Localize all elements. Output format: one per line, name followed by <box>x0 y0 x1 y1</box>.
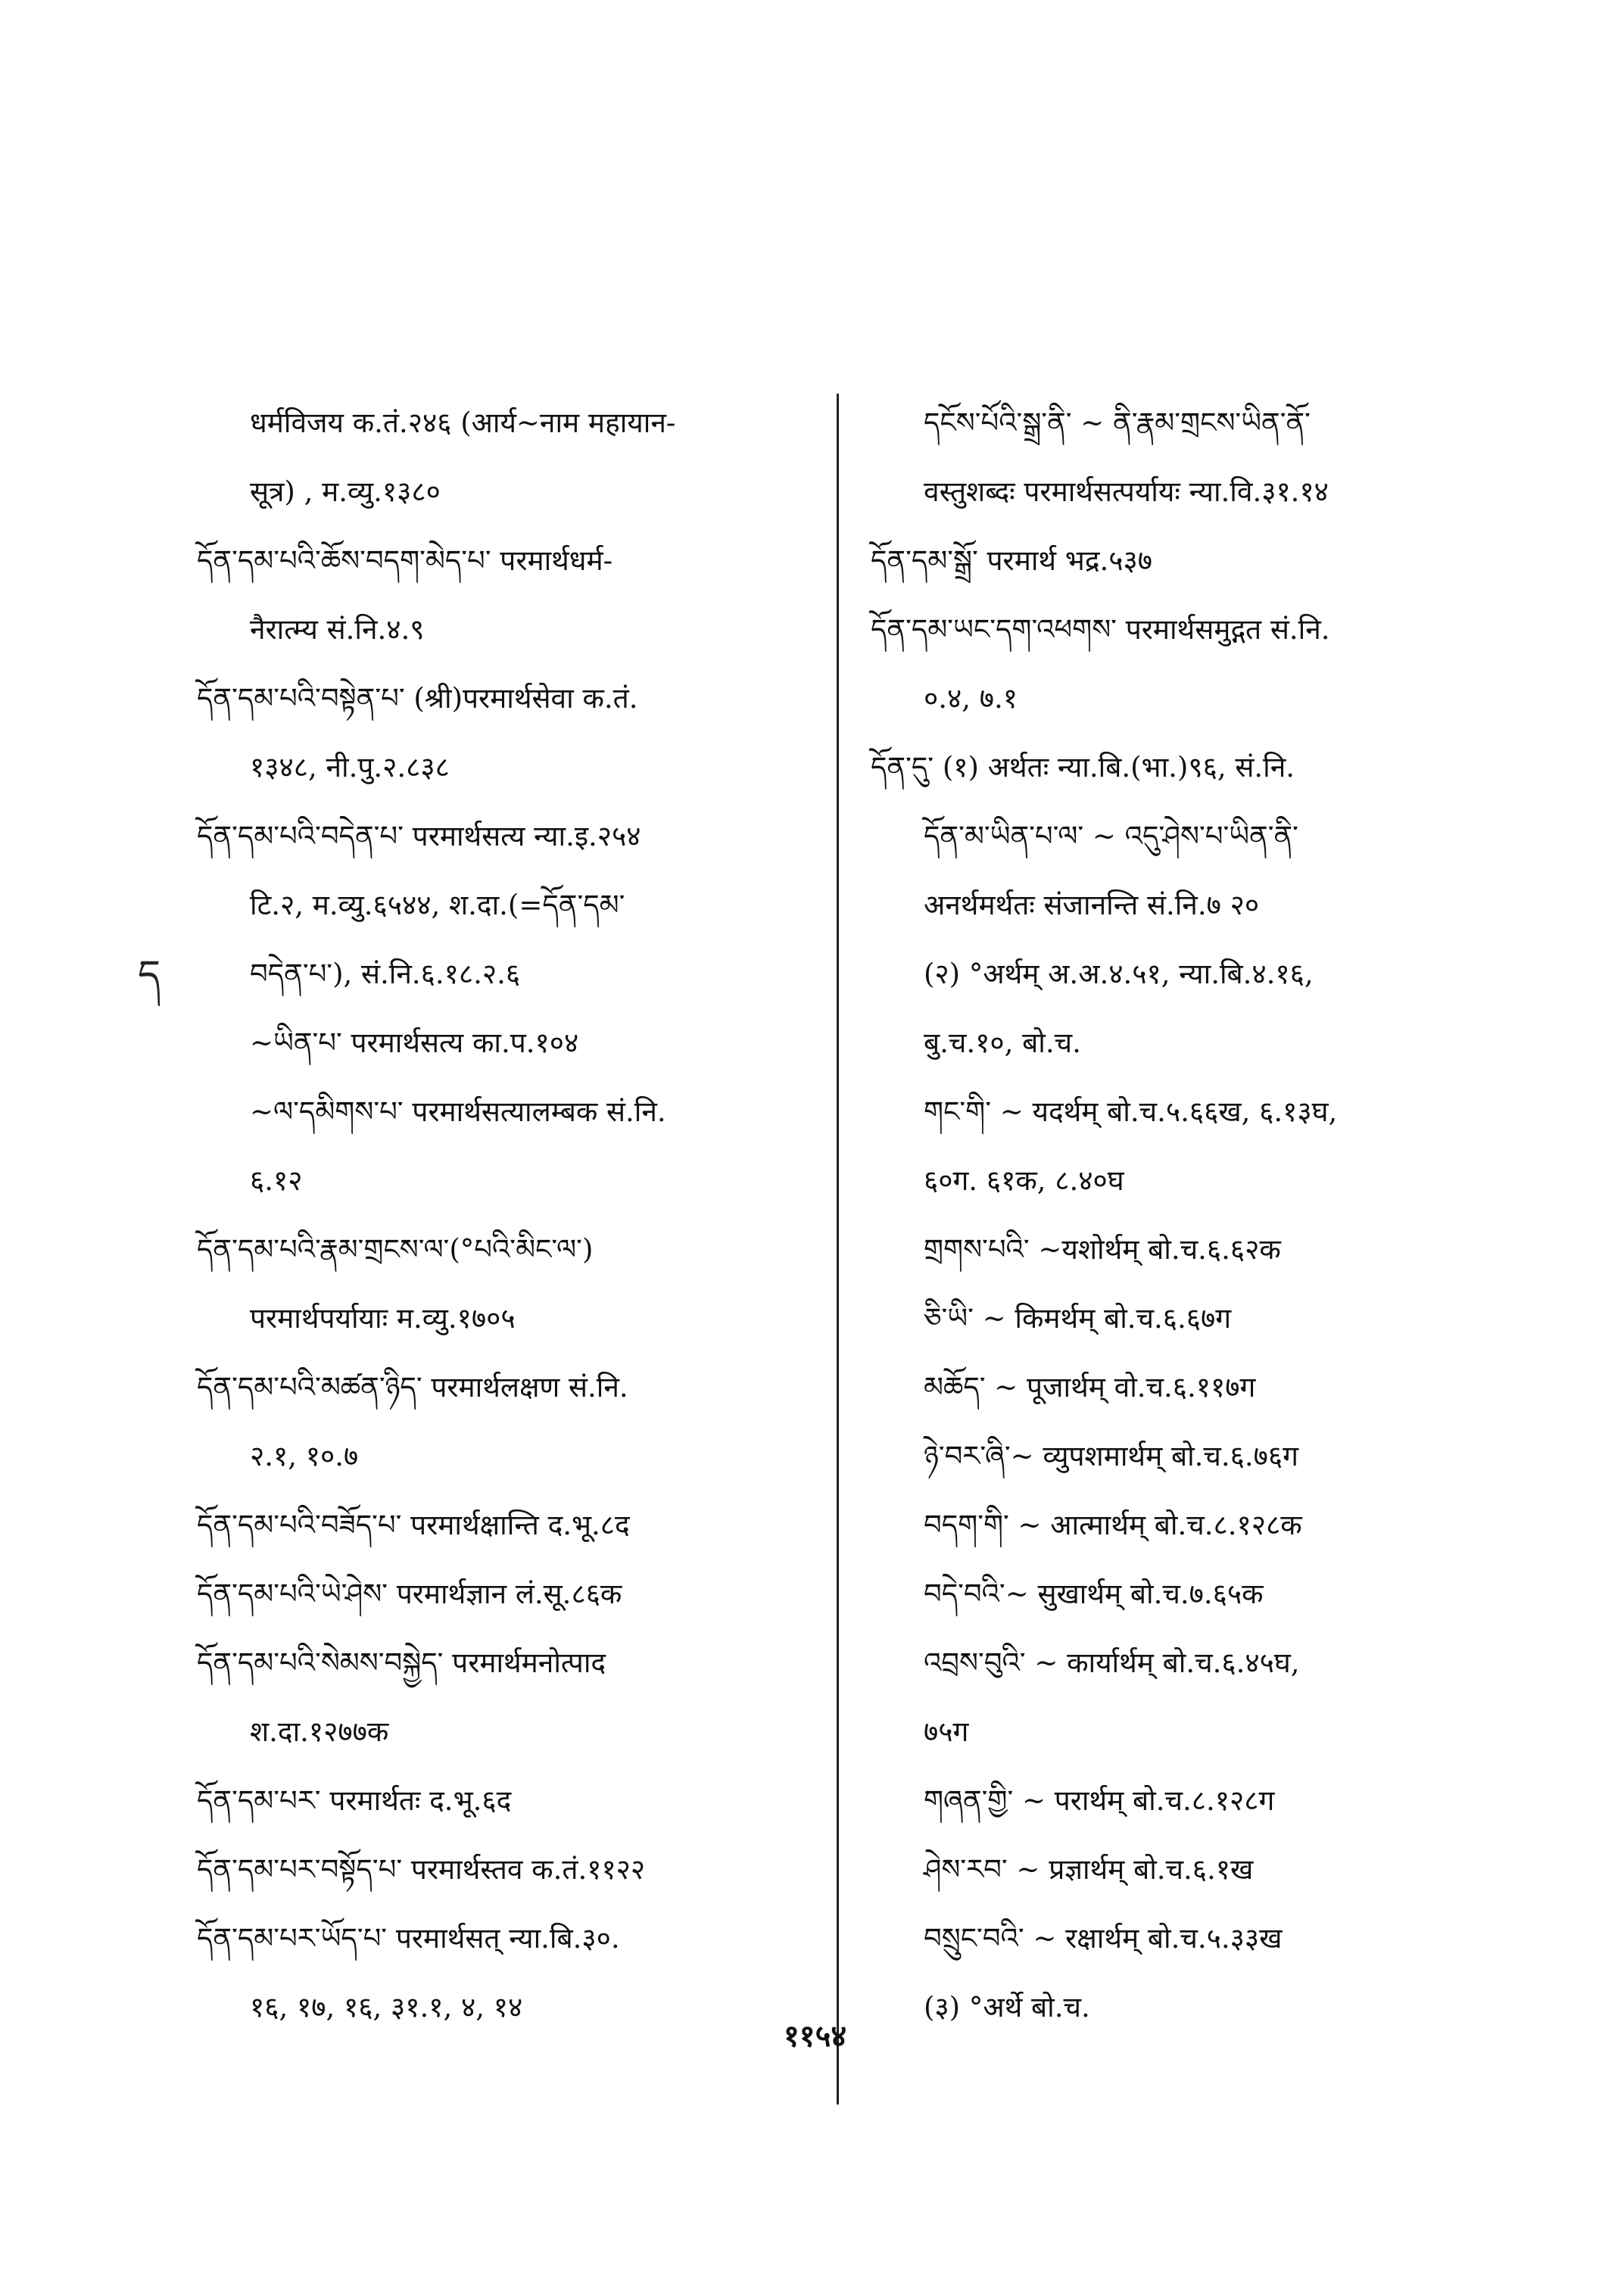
dictionary-line: གྲགས་པའི་ ~यशोर्थम् बो.च.६.६२क <box>924 1233 1281 1266</box>
dictionary-line: དོན་དམ་པའི་སེམས་བསྐྱེད་ परमार्थमनोत्पाद <box>197 1647 606 1679</box>
dictionary-line: धर्मविजय क.तं.२४६ (आर्य~नाम महायान- <box>250 407 676 439</box>
dictionary-line: ཅི་ཡི་ ~ किमर्थम् बो.च.६.६७ग <box>924 1302 1232 1335</box>
dictionary-line: དོན་དམ་པའི་རྣམ་གྲངས་ལ་(°པའི་མིང་ལ་) <box>197 1233 594 1266</box>
dictionary-line: དོན་དམ་པའི་བདེན་པ་ परमार्थसत्य न्या.इ.२५४ <box>197 820 641 852</box>
dictionary-line: གཞན་གྱི་ ~ परार्थम् बो.च.८.१२८ग <box>924 1784 1275 1817</box>
dictionary-line: དངོས་པོའི་སྒྲ་ནི་ ~ ནི་རྣམ་གྲངས་ཡིན་ནོ་ <box>924 407 1311 439</box>
dictionary-line: དོན་དམ་པའི་བཟོད་པ་ परमार्थक्षान्ति द.भू.८द <box>197 1509 630 1541</box>
dictionary-line: དོན་དམ་པའི་བསྟེན་པ་ (श्री)परमार्थसेवा क.तं. <box>197 682 638 715</box>
dictionary-line: འབྲས་བུའི་ ~ कार्यार्थम् बो.च.६.४५घ, <box>924 1647 1300 1679</box>
dictionary-line: ७५ग <box>924 1715 969 1748</box>
dictionary-line: ~ཡིན་པ་ परमार्थसत्य का.प.१०४ <box>250 1027 579 1059</box>
dictionary-line: དོན་དམ་པར་བསྟོད་པ་ परमार्थस्तव क.तं.११२२ <box>197 1853 646 1886</box>
dictionary-line: टि.२, म.व्यु.६५४४, श.दा.(=དོན་དམ་ <box>250 889 625 921</box>
dictionary-line: (३) °अर्थे बो.च. <box>924 1991 1090 2024</box>
dictionary-line: དོན་དམ་པའི་མཚན་ཉིད་ परमार्थलक्षण सं.नि. <box>197 1371 628 1404</box>
dictionary-line: དོན་མ་ཡིན་པ་ལ་ ~ འདུ་ཤེས་པ་ཡིན་ནི་ <box>924 820 1298 852</box>
page-number: ११५४ <box>784 2018 847 2054</box>
dictionary-line: དོན་དུ་ (१) अर्थतः न्या.बि.(भा.)९६, सं.नि. <box>871 751 1295 784</box>
dictionary-line: བདག་གི་ ~ आत्मार्थम् बो.च.८.१२८क <box>924 1509 1302 1541</box>
dictionary-line: ६०ग. ६१क, ८.४०घ <box>924 1164 1124 1197</box>
dictionary-line: (२) °अर्थम् अ.अ.४.५१, न्या.बि.४.१६, <box>924 958 1314 990</box>
dictionary-line: དོན་དམ་པར་ཡོད་པ་ परमार्थसत् न्या.बि.३०. <box>197 1922 620 1955</box>
dictionary-line: नैरात्म्य सं.नि.४.९ <box>250 613 425 646</box>
dictionary-line: གང་གི་ ~ यदर्थम् बो.च.५.६६ख, ६.१३घ, <box>924 1095 1338 1128</box>
dictionary-line: བསྲུང་བའི་ ~ रक्षार्थम् बो.च.५.३३ख <box>924 1922 1283 1955</box>
dictionary-line: सूत्र) , म.व्यु.१३८० <box>250 475 441 508</box>
dictionary-line: ६.१२ <box>250 1164 303 1197</box>
dictionary-line: དོན་དམ་པར་ परमार्थतः द.भू.६द <box>197 1784 512 1817</box>
dictionary-line: དོན་དམ་པའི་ཆོས་བདག་མེད་པ་ परमार्थधर्म- <box>197 544 613 577</box>
dictionary-line: བདེ་བའི་~ सुखार्थम् बो.च.७.६५क <box>924 1578 1264 1610</box>
dictionary-line: १३४८, नी.पु.२.८३८ <box>250 751 450 784</box>
dictionary-line: བདེན་པ་), सं.नि.६.१८.२.६ <box>250 958 521 990</box>
dictionary-line: དོན་དམ་སྒྲོ་ परमार्थ भद्र.५३७ <box>871 544 1152 577</box>
dictionary-line: २.१, १०.७ <box>250 1440 359 1472</box>
dictionary-line: ཉེ་བར་ཞི་~ व्युपशमार्थम् बो.च.६.७६ग <box>924 1440 1298 1472</box>
dictionary-line: མཆོད་ ~ पूजार्थम् वो.च.६.११७ग <box>924 1371 1256 1404</box>
dictionary-line: ཤེས་རབ་ ~ प्रज्ञार्थम् बो.च.६.१ख <box>924 1853 1254 1886</box>
dictionary-line: ०.४, ७.१ <box>924 682 1018 715</box>
column-divider <box>837 394 839 2105</box>
dictionary-line: श.दा.१२७७क <box>250 1715 389 1748</box>
dictionary-line: बु.च.१०, बो.च. <box>924 1027 1081 1059</box>
dictionary-line: དོན་དམ་པའི་ཡེ་ཤེས་ परमार्थज्ञान लं.सू.८६क <box>197 1578 622 1610</box>
margin-tibetan-mark: ད <box>138 952 161 998</box>
dictionary-line: अनर्थमर्थतः संजानन्ति सं.नि.७ २० <box>924 889 1260 921</box>
dictionary-line: དོན་དམ་ཡང་དག་འཕགས་ परमार्थसमुद्गत सं.नि. <box>871 613 1330 646</box>
dictionary-line: वस्तुशब्दः परमार्थसत्पर्यायः न्या.वि.३१.१४ <box>924 475 1329 508</box>
dictionary-line: परमार्थपर्यायाः म.व्यु.१७०५ <box>250 1302 516 1335</box>
dictionary-line: १६, १७, १६, ३१.१, ४, १४ <box>250 1991 523 2024</box>
dictionary-line: ~ལ་དམིགས་པ་ परमार्थसत्यालम्बक सं.नि. <box>250 1095 666 1128</box>
